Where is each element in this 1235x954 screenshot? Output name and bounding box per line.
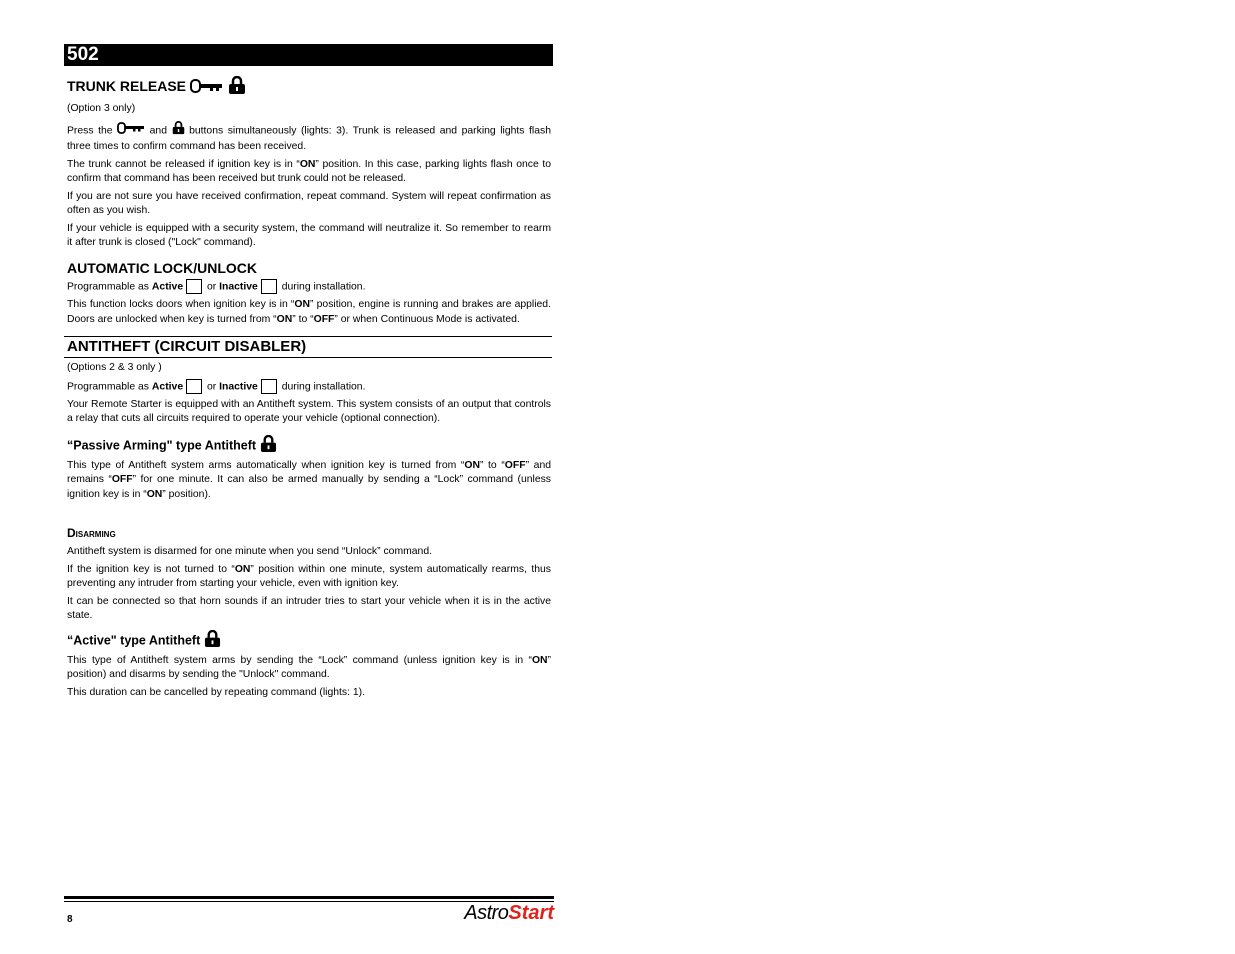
- lock-icon: [204, 630, 221, 652]
- active-type-title: “Active" type Antitheft: [64, 630, 554, 652]
- disarming-title: Disarming: [67, 526, 116, 540]
- lock-icon: [172, 121, 185, 141]
- model-number: 502: [67, 44, 99, 65]
- trunk-release-section: [64, 76, 554, 251]
- trunk-release-title: TRUNK RELEASE: [64, 76, 554, 99]
- astrostart-logo: AstroStart: [464, 902, 554, 924]
- antitheft-title: ANTITHEFT (CIRCUIT DISABLER): [67, 338, 307, 356]
- model-header-bar: [64, 44, 553, 66]
- auto-lock-programmable: Programmable as Active or Inactive during installation.: [64, 279, 551, 295]
- antitheft-option-note: (Options 2 & 3 only ): [67, 362, 162, 374]
- active-checkbox[interactable]: [186, 279, 202, 294]
- footer-rule-thick: [64, 896, 554, 899]
- trunk-paragraph-4: If your vehicle is equipped with a security system, the command will neutralize it. So remember to rearm it after trunk is closed ("Lock" command).: [67, 222, 551, 248]
- page-column: [64, 44, 554, 700]
- auto-lock-title: AUTOMATIC LOCK/UNLOCK: [67, 259, 258, 276]
- disarming-paragraph-2: If the ignition key is not turned to “ON” position within one minute, system automatically rearms, thus preventing any intruder from starting your vehicle, even with ignition key.: [67, 563, 552, 589]
- passive-arming-title: “Passive Arming" type Antitheft: [64, 435, 554, 457]
- active-checkbox[interactable]: [186, 379, 202, 394]
- auto-lock-section: [64, 259, 554, 328]
- inactive-checkbox[interactable]: [261, 379, 277, 394]
- key-icon: [117, 122, 145, 140]
- antitheft-programmable: Programmable as Active or Inactive during installation.: [64, 379, 551, 395]
- disarming-paragraph-3: It can be connected so that horn sounds if an intruder tries to start your vehicle when it is in the active state.: [67, 595, 551, 621]
- lock-icon: [228, 76, 246, 99]
- passive-arming-paragraph: This type of Antitheft system arms automatically when ignition key is turned from “ON” to “OFF” and remains “OFF” for one minute. It can also be armed manually by sending a “Lock” command (unless ignition key is in “ON” position).: [67, 459, 551, 500]
- active-type-paragraph-1: This type of Antitheft system arms by sending the “Lock” command (unless ignition key is in “ON” position) and disarms by sending the "Unlock" command.: [67, 654, 551, 680]
- key-icon: [190, 78, 224, 98]
- trunk-paragraph-1: Press the and buttons simultaneously (lights: 3). Trunk is released and parking lights flash three times to confirm command has been received.: [64, 121, 551, 155]
- auto-lock-paragraph: This function locks doors when ignition key is in “ON” position, engine is running and brakes are applied. Doors are unlocked when key is turned from “ON” to “OFF” or when Continuous Mode is activated.: [67, 299, 551, 325]
- page-footer: [64, 896, 554, 925]
- antitheft-section: [64, 336, 554, 700]
- trunk-option-note: (Option 3 only): [67, 103, 136, 114]
- trunk-paragraph-2: The trunk cannot be released if ignition key is in “ON” position. In this case, parking lights flash once to confirm that command has been received but trunk could not be released.: [67, 158, 551, 184]
- lock-icon: [260, 435, 277, 457]
- trunk-paragraph-3: If you are not sure you have received confirmation, repeat command. System will repeat confirmation as often as you wish.: [67, 190, 551, 216]
- page-number: 8: [67, 914, 73, 925]
- disarming-paragraph-1: Antitheft system is disarmed for one minute when you send “Unlock” command.: [67, 546, 432, 557]
- inactive-checkbox[interactable]: [261, 279, 277, 294]
- antitheft-paragraph-1: Your Remote Starter is equipped with an Antitheft system. This system consists of an output that controls a relay that cuts all circuits required to operate your vehicle (optional connection).: [67, 398, 551, 424]
- active-type-paragraph-2: This duration can be cancelled by repeating command (lights: 1).: [67, 686, 366, 698]
- antitheft-title-bar: [64, 336, 552, 358]
